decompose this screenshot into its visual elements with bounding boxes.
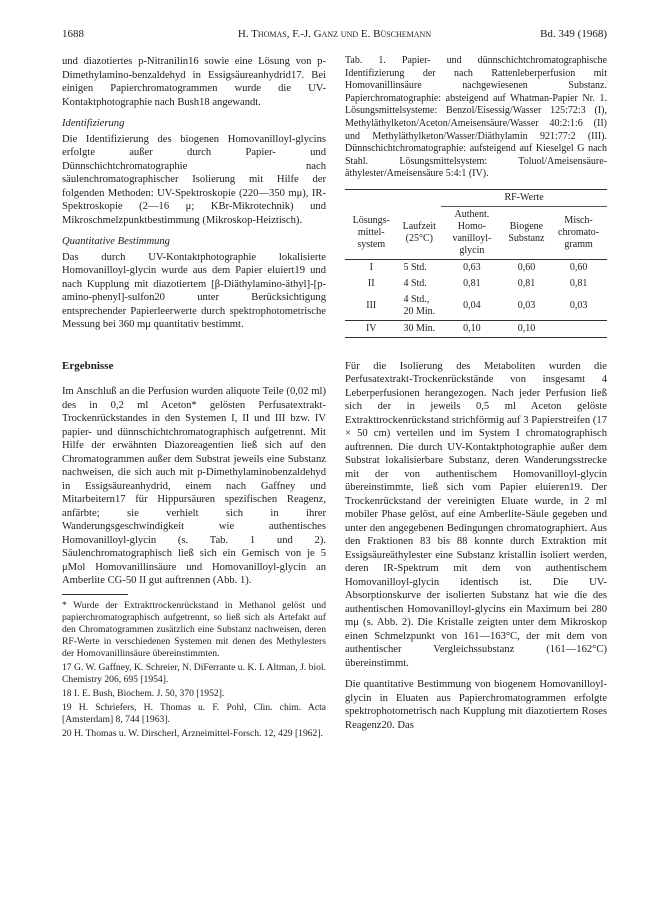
table-row: II 4 Std. 0,81 0,81 0,81 xyxy=(367,277,588,289)
paragraph-ergebnisse: Im Anschluß an die Perfusion wurden aliquote Teile (0,02 ml) des in 0,2 ml Aceton* gelösten Perfusatextrakt-Trockenrückstandes in den Systemen I, II und III bzw. IV papier- und dünnschichtchromatographisch aufgetrennt. Mit Hilfe der erwähnten Diazoreagentien ließ sich auf den Chromatogrammen außer dem Substrat jeweils eine Substanz nachweisen, die sich auch mit p-Dimethylaminobenzaldehyd in Essigsäureanhydrid, einem nach Gaffney und Mitarbeitern17 für Hippursäuren spezifischen Reagenz, anfärbte; sie verhielt sich in ihrer Wanderungsgeschwindigkeit wie authentisches Homovanilloyl-glycin (s. Tab. 1 und 2). Säulenchromatographisch ließ sich ein Gemisch von je 5 μMol Homovanillinsäure und Homovanilloyl-glycin an Amberlite CG-50 II gut auftrennen (Abb. 1). xyxy=(62,386,326,586)
running-header xyxy=(62,28,607,42)
table-caption: Tab. 1. Papier- und dünnschichtchromatographische Identifizierung der nach Rattenleberperfusion mit Homovanillinsäure nachgewiesenen Substanz. Papierchromatographie: absteigend auf Whatman-Papier Nr. 1. Lösungsmittelsysteme: Benzol/Eisessig/Wasser 125:72:3 (I), Methyläthylketon/Aceton/Ameisensäure/Wasser 40:2:1:6 (II) und Methyläthylketon/Wasser/Diäthylamin 921:77:2 (III). Dünnschichtchromatographie: aufsteigend auf Kieselgel G nach Stahl. Lösungsmittelsystem: Toluol/Ameisensäure-äthylester/Ameisensäure 5:4:1 (IV). xyxy=(345,55,607,180)
footnote-star: * Wurde der Extrakttrockenrückstand in Methanol gelöst und papierchromatographisch aufgetrennt, so ließ sich als Artefakt auf den Chromatogrammen zusätzlich eine Substanz nachweisen, deren RF-Werte in verschiedenen Systemen mit denen des Methylesters der Homovanillinsäure übereinstimmten. xyxy=(62,599,326,659)
footnote-18: 18 I. E. Bush, Biochem. J. 50, 370 [1952]. xyxy=(62,687,225,699)
col-header-authent: Authent. Homo-vanilloyl-glycin xyxy=(441,206,503,259)
paragraph-reagents: und diazotiertes p-Nitranilin16 sowie eine Lösung von p-Dimethylamino-benzaldehyd in Essigsäureanhydrid17. Bei einigen Papierchromatogrammen wurde die UV-Kontaktphotographie nach Bush18 angewandt. xyxy=(62,56,326,108)
col-header-laufzeit: Laufzeit (25°C) xyxy=(397,206,441,259)
footnote-rule xyxy=(62,594,128,595)
table-row: IV 30 Min. 0,10 0,10 xyxy=(345,320,607,337)
paragraph-identifizierung: Die Identifizierung des biogenen Homovanilloyl-glycins erfolgte außer durch Papier- und Dünnschichtchromatographie nach säulenchromatographischer Isolierung mit Hilfe der folgenden Methoden: UV-Spektroskopie (220—350 mμ), IR-Spektroskopie (2—16 μ; KBr-Mikrotechnik) und Mikroschmelzpunktbestimmung (Mikroskop-Heiztisch). xyxy=(62,133,326,226)
footnote-20: 20 H. Thomas u. W. Dirscherl, Arzneimittel-Forsch. 12, 429 [1962]. xyxy=(62,727,323,739)
running-title-authors: H. Thomas, F.-J. Ganz und E. Büschemann xyxy=(237,28,432,40)
volume-info: Bd. 349 (1968) xyxy=(540,28,607,40)
table-row: III 4 Std., 20 Min. 0,04 0,03 0,03 xyxy=(366,293,588,317)
rf-group-header: RF-Werte xyxy=(441,189,607,206)
section-heading-identifizierung: Identifizierung xyxy=(62,118,125,129)
paragraph-isolierung: Für die Isolierung des Metaboliten wurden die Perfusatextrakt-Trockenrückstände von insgesamt 4 Leberperfusionen herangezogen. Nach jeder Perfusion ließ sich der in jeweils 0,5 ml Aceton gelöste Extrakttrockenrückstand strichförmig auf 3 Papierstreifen (17 × 50 cm) verteilen und im System I chromatographisch auftrennen. Die durch UV-Kontaktphotographie außer dem Substrat lokalisierbare Substanz, deren Wanderungsstrecke mit der von authentischem Homovanilloyl-glycin übereinstimmte, ließ sich vom Papier eluieren19. Der Trockenrückstand der vereinigten Eluate wurde, in 2 ml mobiler Phase gelöst, auf eine Amberlite-Säule gegeben und unter den angegebenen Bedingungen chromatographiert. Aus den Fraktionen 83 bis 88 konnte durch Extraktion mit Essigsäureäthylester eine Substanz kristallin isoliert werden, deren IR-Spektrum mit dem von authentischem Homovanilloyl-glycin identisch ist. Die UV-Absorptionskurve der isolierten Substanz hat wie die des authentischen Homovanilloyl-glycins ein Maximum bei 280 mμ (s. Abb. 2). Die Kristalle zeigten unter dem Mikroskop einen Schmelzpunkt von 161—163°C, der mit dem von authentischer Vergleichssubstanz (161—162°C) übereinstimmt. xyxy=(345,360,607,669)
right-column xyxy=(345,55,607,732)
col-header-biogene: Biogene Substanz xyxy=(503,206,551,259)
section-heading-ergebnisse: Ergebnisse xyxy=(62,359,114,372)
section-heading-quantitative: Quantitative Bestimmung xyxy=(62,236,170,247)
paragraph-quantitative: Das durch UV-Kontaktphotographie lokalisierte Homovanilloyl-glycin wurde aus dem Papier eluiert19 und nach Kupplung mit diazotiertem [β-Diäthylamino-äthyl]-[p-amino-phenyl]-sulfon20 unter Berücksichtigung entsprechender Papierleerwerte durch spektrophotometrische Messung bei 360 mμ quantitativ bestimmt. xyxy=(62,251,326,330)
col-header-system: Lösungs-mittel-system xyxy=(345,206,397,259)
footnote-17: 17 G. W. Gaffney, K. Schreier, N. DiFerrante u. K. I. Altman, J. biol. Chemistry 206, 695 [1954]. xyxy=(62,661,326,685)
left-column xyxy=(62,55,326,742)
rf-table xyxy=(345,189,607,338)
col-header-misch: Misch-chromato-gramm xyxy=(550,206,607,259)
footnote-19: 19 H. Schriefers, H. Thomas u. F. Pohl, Clin. chim. Acta [Amsterdam] 8, 744 [1963]. xyxy=(62,701,326,725)
page-number: 1688 xyxy=(62,28,84,40)
paragraph-quantitative-bestimmung: Die quantitative Bestimmung von biogenem Homovanilloyl-glycin in Eluaten aus Papierchromatogrammen erfolgte spektrophotometrisch nach Kupplung mit diazotiertem Roses Reagenz20. Das xyxy=(345,679,607,731)
table-row: I 5 Std. 0,63 0,60 0,60 xyxy=(369,261,588,273)
